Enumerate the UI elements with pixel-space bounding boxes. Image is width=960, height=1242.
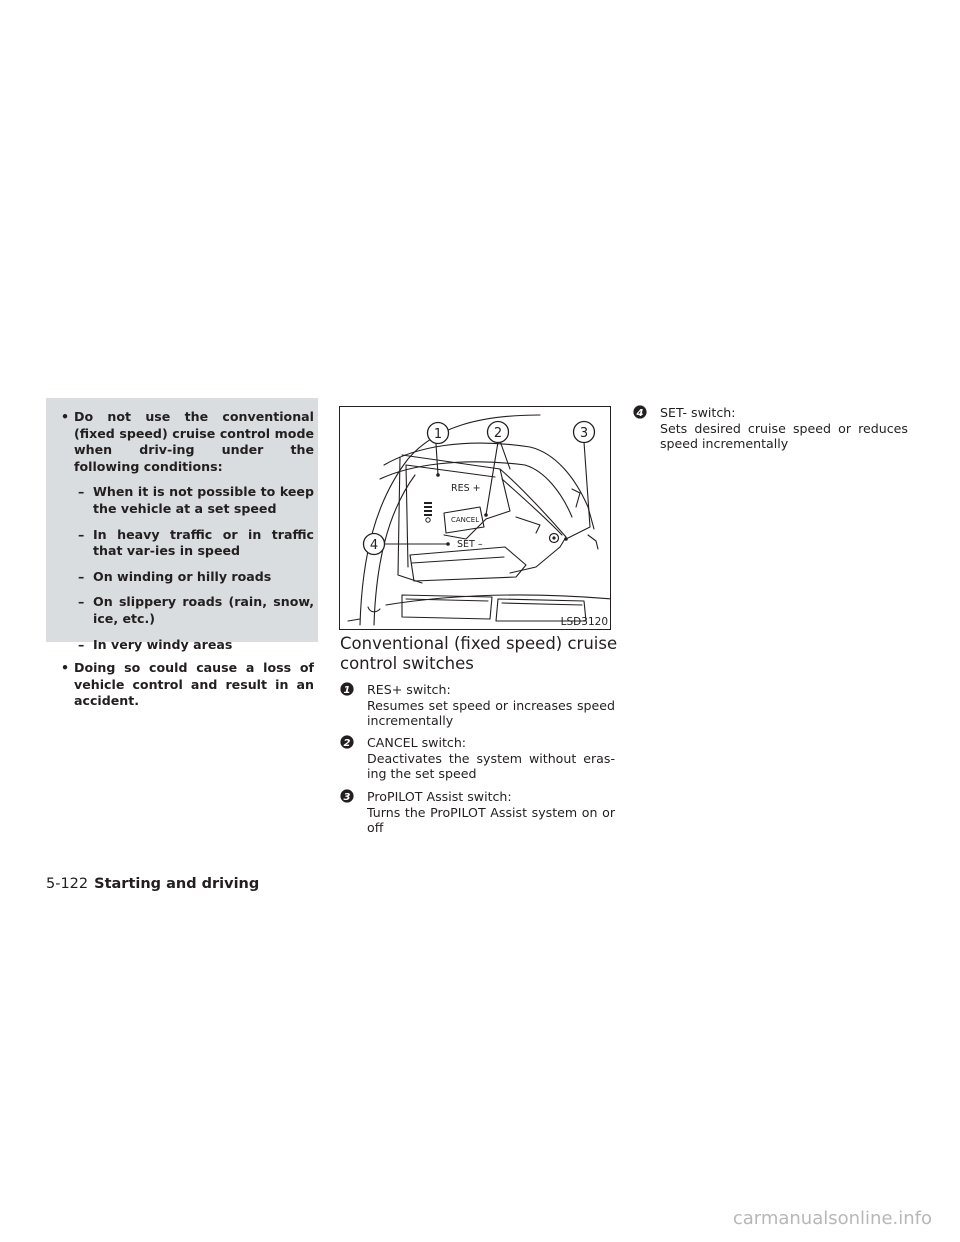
warning-box [46, 398, 318, 709]
callout-3: 3 [579, 426, 589, 441]
item-head: ProPILOT Assist switch: [367, 789, 512, 804]
switch-item-3 [340, 789, 615, 836]
condition-item: – In very windy areas [59, 637, 314, 654]
page-footer [46, 876, 259, 892]
item-desc: Deactivates the system without eras-ing the set speed [367, 750, 615, 782]
watermark-text: carmanualsonline.info [732, 1208, 932, 1229]
number-badge-2 [340, 735, 354, 749]
svg-text:1: 1 [343, 685, 351, 696]
item-desc: Turns the ProPILOT Assist system on or off [367, 804, 615, 836]
callout-2: 2 [493, 426, 503, 441]
res-label: RES + [451, 483, 481, 494]
condition-item: – On slippery roads (rain, snow, ice, etc.) [59, 594, 314, 627]
chapter-title: Starting and driving [94, 876, 260, 892]
number-badge-1 [340, 682, 354, 696]
switch-item-4 [633, 405, 908, 452]
callout-4: 4 [369, 538, 379, 553]
section-title: Conventional (fixed speed) cruise control switches [340, 634, 618, 673]
condition-item: – When it is not possible to keep the vehicle at a set speed [59, 484, 314, 517]
switch-item-1 [340, 682, 615, 729]
condition-item: – In heavy traffic or in traffic that var-ies in speed [59, 527, 314, 560]
warning-bullet-1: • Do not use the conventional (fixed speed) cruise control mode when driv-ing under the following conditions: [59, 409, 314, 475]
item-desc: Resumes set speed or increases speed incrementally [367, 697, 615, 729]
steering-switch-illustration [340, 407, 611, 630]
callout-1: 1 [433, 427, 443, 442]
number-badge-4 [633, 405, 647, 419]
item-head: RES+ switch: [367, 682, 451, 697]
warning-bullet-2: • Doing so could cause a loss of vehicle control and result in an accident. [59, 660, 314, 710]
figure-code: LSD3120 [560, 616, 608, 628]
svg-text:4: 4 [636, 408, 644, 419]
cancel-label: CANCEL [451, 516, 480, 524]
svg-text:2: 2 [343, 738, 351, 749]
item-head: CANCEL switch: [367, 735, 467, 750]
number-badge-3 [340, 789, 354, 803]
switch-item-2 [340, 735, 615, 782]
set-label: SET – [457, 539, 483, 550]
item-head: SET- switch: [660, 405, 736, 420]
condition-item: – On winding or hilly roads [59, 569, 314, 586]
page-number: 5-122 [46, 876, 89, 892]
svg-text:3: 3 [343, 792, 351, 803]
cruise-switch-figure [339, 406, 611, 630]
item-desc: Sets desired cruise speed or reduces speed incrementally [660, 420, 908, 452]
